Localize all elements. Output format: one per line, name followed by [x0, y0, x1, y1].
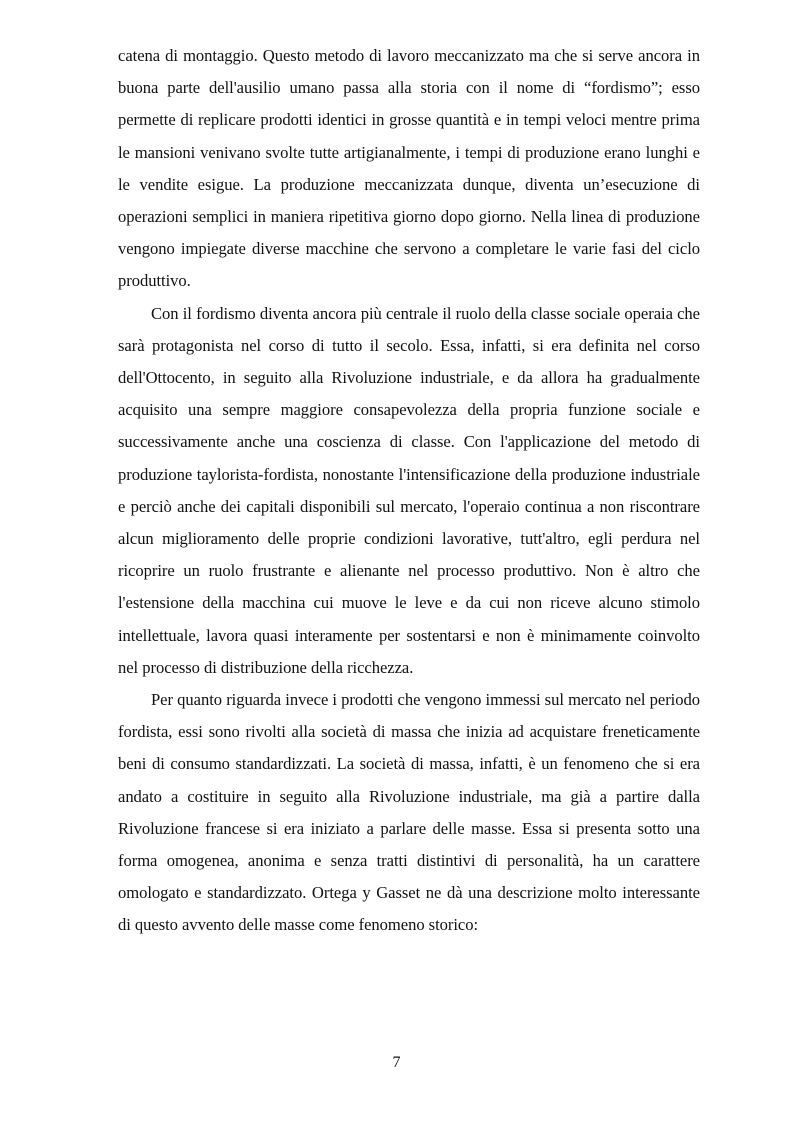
document-body	[118, 40, 700, 942]
paragraph-1: catena di montaggio. Questo metodo di lavoro meccanizzato ma che si serve ancora in buona parte dell'ausilio umano passa alla storia con il nome di “fordismo”; esso permette di replicare prodotti identici in grosse quantità e in tempi veloci mentre prima le mansioni venivano svolte tutte artigianalmente, i tempi di produzione erano lunghi e le vendite esigue. La produzione meccanizzata dunque, diventa un’esecuzione di operazioni semplici in maniera ripetitiva giorno dopo giorno. Nella linea di produzione vengono impiegate diverse macchine che servono a completare le varie fasi del ciclo produttivo.	[118, 46, 700, 291]
paragraph-2: Con il fordismo diventa ancora più centrale il ruolo della classe sociale operaia che sarà protagonista nel corso di tutto il secolo. Essa, infatti, si era definita nel corso dell'Ottocento, in seguito alla Rivoluzione industriale, e da allora ha gradualmente acquisito una sempre maggiore consapevolezza della propria funzione sociale e successivamente anche una coscienza di classe. Con l'applicazione del metodo di produzione taylorista-fordista, nonostante l'intensificazione della produzione industriale e perciò anche dei capitali disponibili sul mercato, l'operaio continua a non riscontrare alcun miglioramento delle proprie condizioni lavorative, tutt'altro, egli perdura nel ricoprire un ruolo frustrante e alienante nel processo produttivo. Non è altro che l'estensione della macchina cui muove le leve e da cui non riceve alcuno stimolo intellettuale, lavora quasi interamente per sostentarsi e non è minimamente coinvolto nel processo di distribuzione della ricchezza.	[118, 303, 700, 677]
paragraph-3: Per quanto riguarda invece i prodotti che vengono immessi sul mercato nel periodo fordista, essi sono rivolti alla società di massa che inizia ad acquistare freneticamente beni di consumo standardizzati. La società di massa, infatti, è un fenomeno che si era andato a costituire in seguito alla Rivoluzione industriale, ma già a partire dalla Rivoluzione francese si era iniziato a parlare delle masse. Essa si presenta sotto una forma omogenea, anonima e senza tratti distintivi di personalità, ha un carattere omologato e standardizzato. Ortega y Gasset ne dà una descrizione molto interessante di questo avvento delle masse come fenomeno storico:	[118, 690, 700, 935]
page-number: 7	[392, 1054, 401, 1071]
